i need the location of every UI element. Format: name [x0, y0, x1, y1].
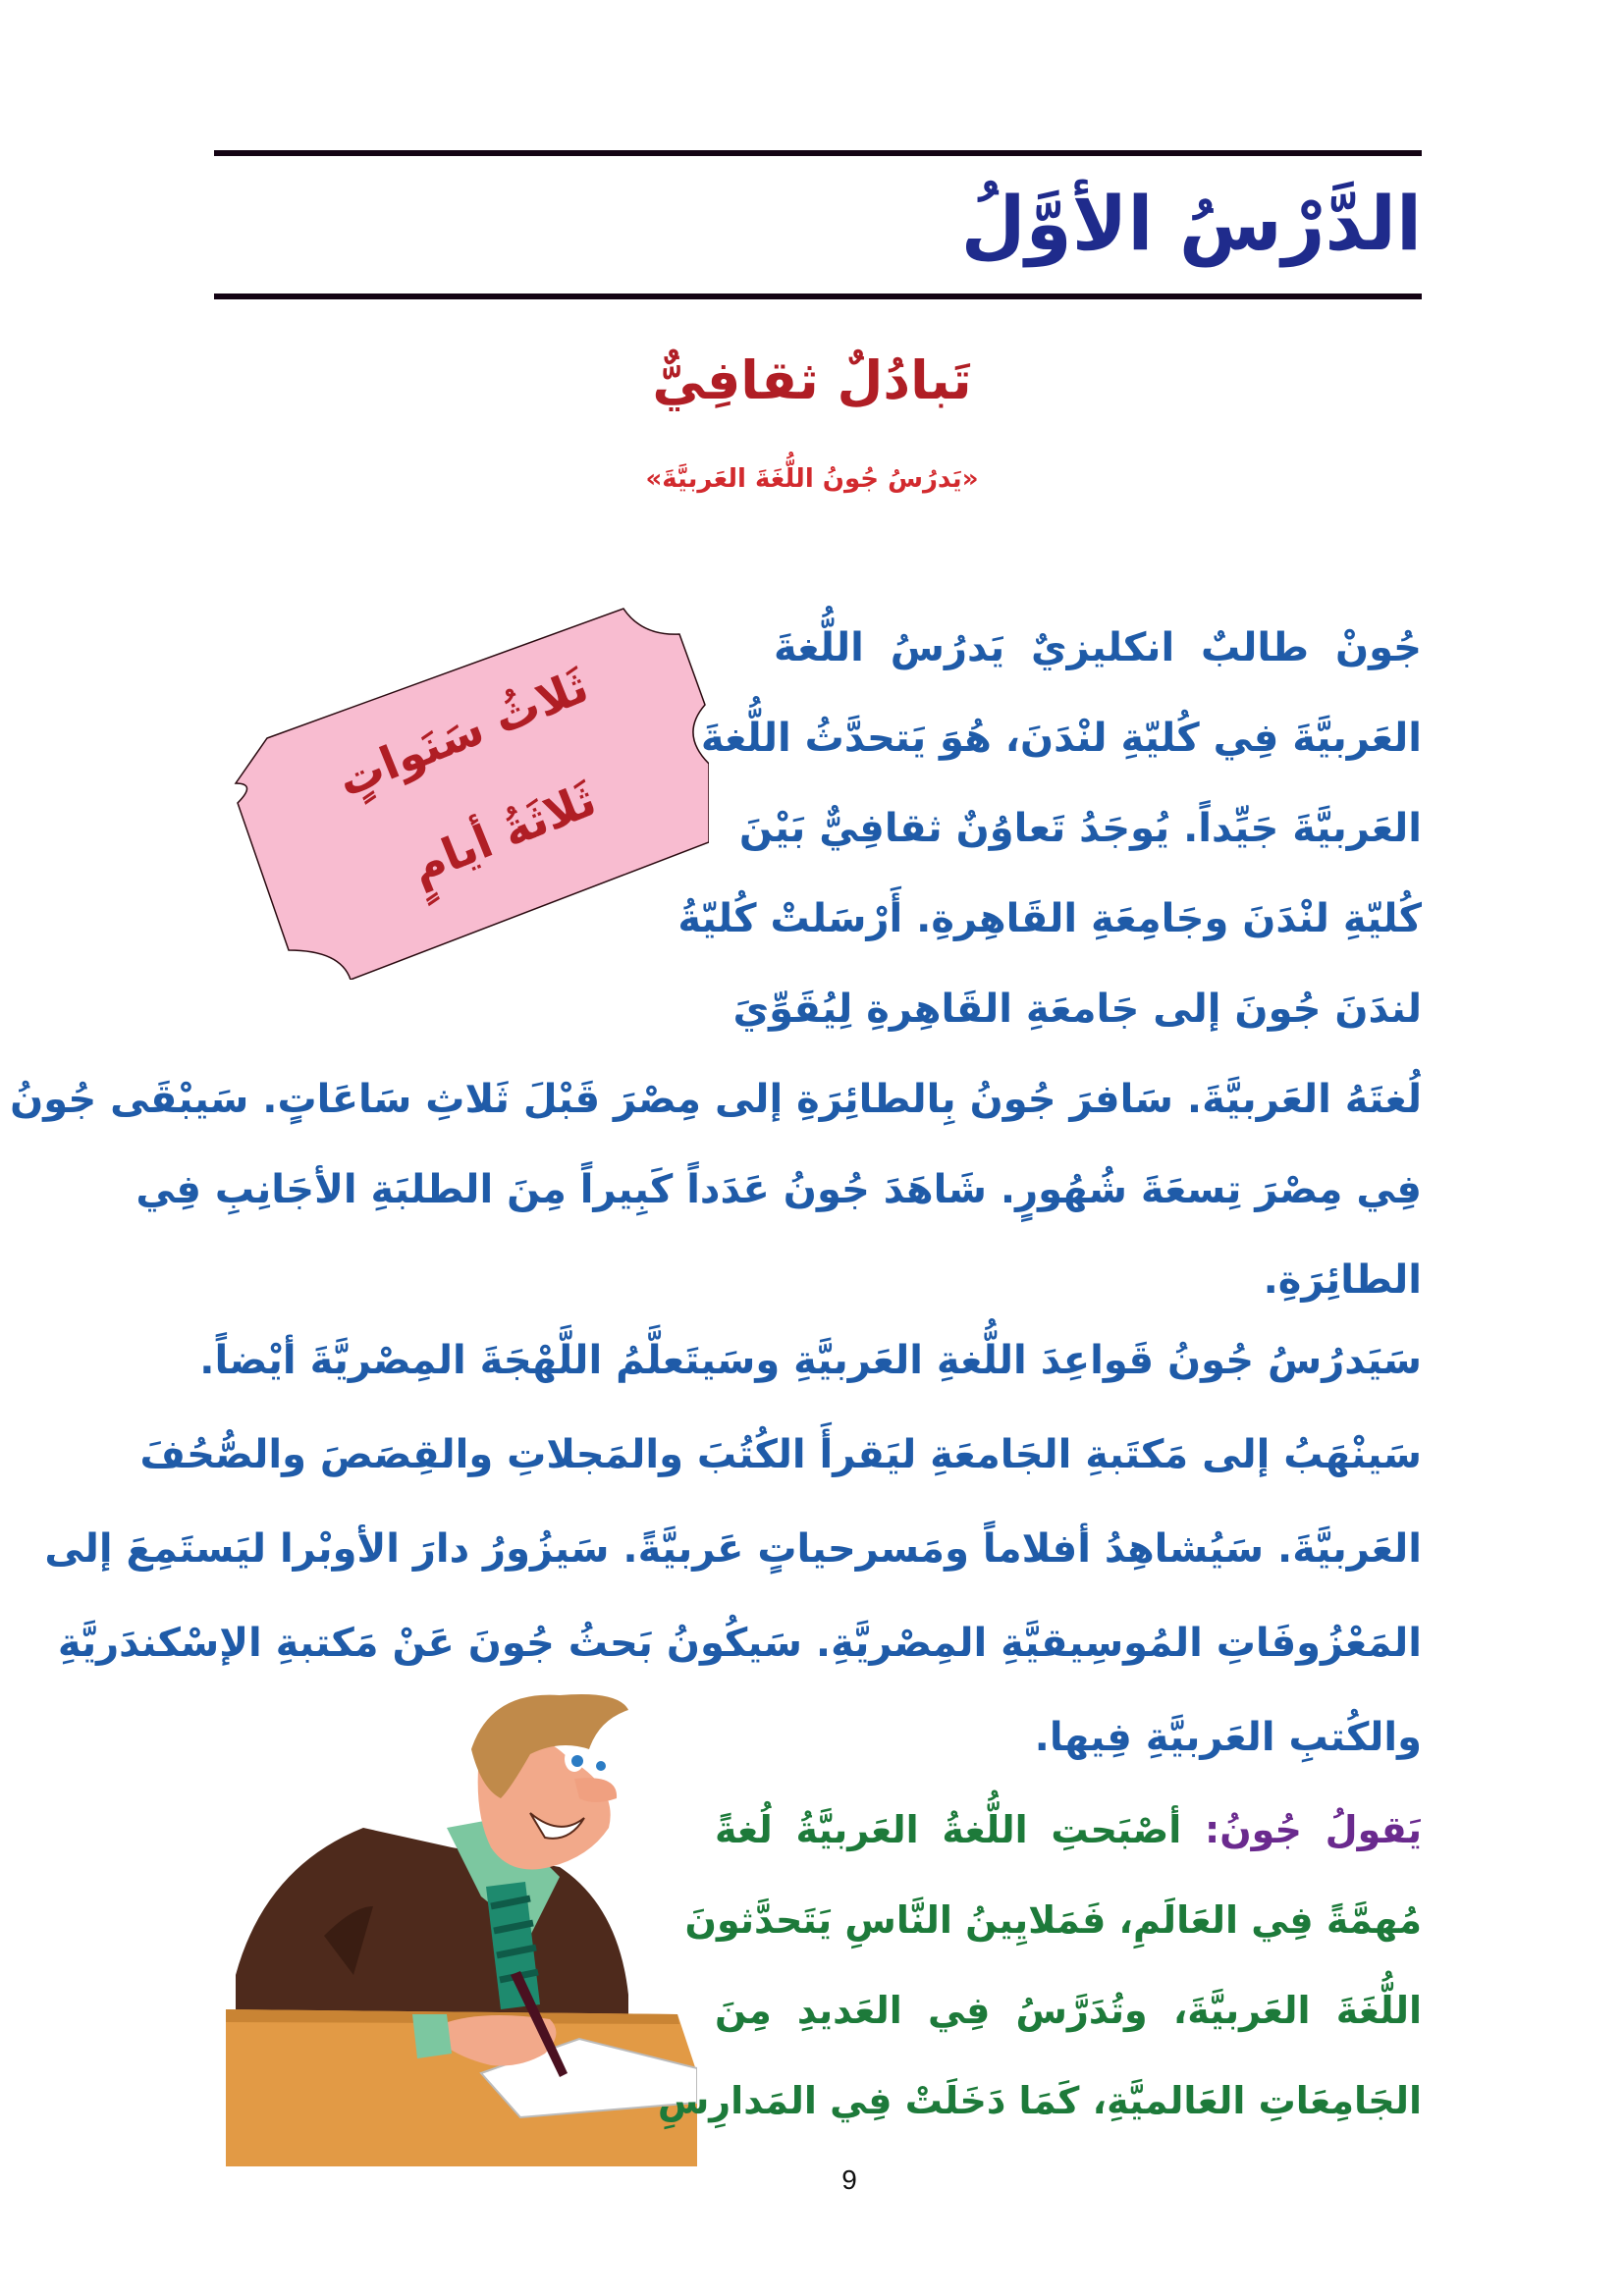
text-line: العَربيَّةَ. سَيُشاهِدُ أفلاماً ومَسرحياتٍ عَربيَّةً. سَيزُورُ دارَ الأوبْرا ليَستَمِعَ إلى [44, 1526, 1422, 1572]
paragraph-1-intro [677, 603, 1422, 1054]
page-number: 9 [841, 2164, 857, 2195]
text-line: لُغتَهُ العَربيَّةَ. سَافرَ جُونُ بِالطائِرَةِ إلى مِصْرَ قَبْلَ ثَلاثِ سَاعَاتٍ. سَيبْقَى جُونُ [10, 1077, 1422, 1122]
text-line: فِي مِصْرَ تِسعَةَ شُهُورٍ. شَاهَدَ جُونُ عَدَداً كَبِيراً مِنَ الطلبَةِ الأجَانِبِ فِي [135, 1167, 1422, 1212]
text-line: سَيَدرُسُ جُونُ قَواعِدَ اللُّغةِ العَربيَّةِ وسَيتَعلَّمُ اللَّهْجَةَ المِصْريَّةَ أيْضاً. [199, 1338, 1422, 1383]
quote-line: الجَامِعَاتِ العَالميَّةِ، كَمَا دَخَلَتْ فِي المَدارِسِ [657, 2079, 1422, 2122]
quote-block [657, 1785, 1423, 2146]
ticket-label [218, 607, 709, 980]
quote-speaker: يَقولُ جُونُ: [1205, 1808, 1423, 1851]
student-at-desk-icon [206, 1681, 697, 2171]
quote-line [715, 1785, 1422, 1875]
text-line: المَعْزُوفَاتِ المُوسِيقيَّةِ المِصْريَّةِ. سَيكُونُ بَحثُ جُونَ عَنْ مَكتبةِ الإسْكندَريَّةِ [57, 1621, 1422, 1666]
text-line: لندَنَ جُونَ إلى جَامعَةِ القَاهِرةِ لِيُقَوِّيَ [732, 987, 1422, 1032]
bottom-rule [214, 294, 1422, 299]
text-line: العَربيَّةَ جَيِّداً. يُوجَدُ تَعاوُنٌ ثقافِيٌّ بَيْنَ [738, 806, 1422, 851]
text-line: الطائِرَةِ. [1263, 1257, 1422, 1303]
top-rule [214, 150, 1422, 156]
ticket-line: ثَلاثُ سَنَواتٍ [330, 659, 596, 808]
quote-line: اللُّغَةَ العَربيَّةَ، وتُدَرَّسُ فِي العَديدِ مِنَ [715, 1989, 1422, 2032]
text-line: سَينْهَبُ إلى مَكتَبةِ الجَامعَةِ ليَقرأَ الكُتُبَ والمَجلاتِ والقِصَصَ والصُّحُفَ [139, 1432, 1422, 1477]
quote-text: أصْبَحتِ اللُّغةُ العَربيَّةُ لُغةً [715, 1808, 1206, 1851]
lesson-title: الدَّرْسُ الأوَّلُ [960, 180, 1422, 267]
text-line: جُونْ طالبٌ انكليزيٌ يَدرُسُ اللُّغةَ [774, 625, 1422, 670]
paragraph-1-continued [10, 1054, 1422, 1325]
lesson-tagline: «يَدرُسُ جُونُ اللُّغَةَ العَربيَّةَ» [645, 464, 979, 494]
text-line: العَربيَّةَ فِي كُليّةِ لنْدَنَ، هُوَ يَتحدَّثُ اللُّغةَ [700, 716, 1422, 761]
ticket-line: ثَلاثَةُ أيامٍ [403, 772, 604, 895]
lesson-subtitle: تَبادُلٌ ثقافِيٌّ [652, 349, 972, 411]
text-line: كُليّةِ لنْدَنَ وجَامِعَةِ القَاهِرةِ. أَرْسَلتْ كُليّةُ [677, 896, 1422, 941]
quote-line: مُهمَّةً فِي العَالَمِ، فَمَلايِينُ النَّاسِ يَتَحدَّثونَ [684, 1898, 1422, 1942]
student-illustration [206, 1681, 697, 2171]
text-line: والكُتبِ العَربيَّةِ فِيها. [1034, 1715, 1422, 1760]
